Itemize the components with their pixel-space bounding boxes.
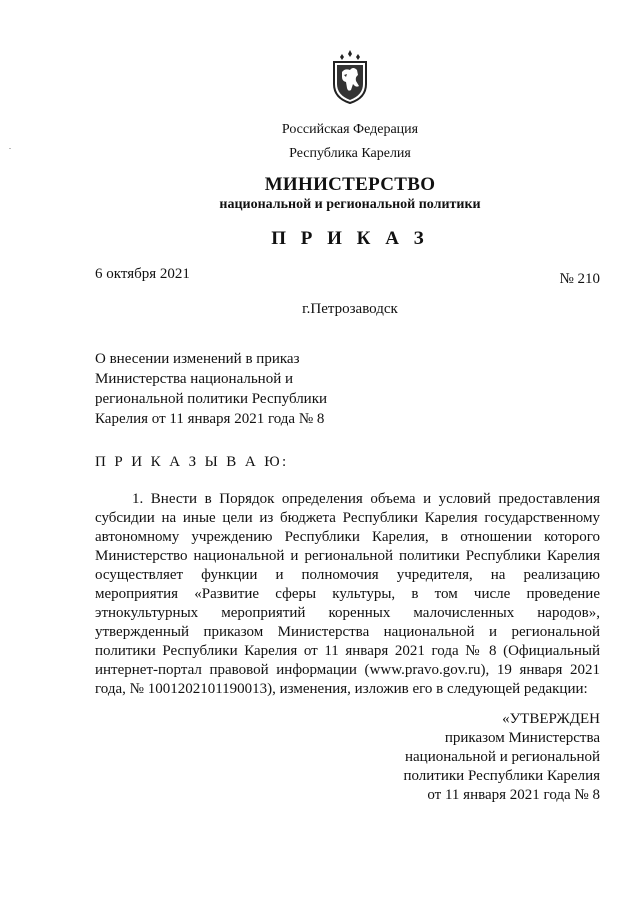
body-line: интернет-портал правовой информации (www.pravo.gov.ru), 19 января 2021 <box>95 662 600 678</box>
subject-line: Министерства национальной и <box>95 371 294 387</box>
body-line: политики Республики Карелия от 11 января 2021 года № 8 (Официальный <box>95 643 600 659</box>
document-city: г.Петрозаводск <box>302 301 398 317</box>
approval-stamp-text <box>403 710 600 805</box>
document-type-title: П Р И К А З <box>271 228 429 249</box>
document-date: 6 октября 2021 <box>95 266 190 282</box>
ministry-title: МИНИСТЕРСТВО <box>264 174 436 195</box>
body-line: осуществляет функции и полномочия учредителя, на реализацию <box>95 567 600 583</box>
body-line: субсидии на иные цели из бюджета Республики Карелия государственному <box>95 510 600 526</box>
approval-line: от 11 января 2021 года № 8 <box>427 787 600 803</box>
body-line: автономному учреждению Республики Карелия, в отношении которого <box>95 529 600 545</box>
body-line: утвержденный приказом Министерства национальной и региональной <box>95 624 600 640</box>
body-line: этнокультурных мероприятий коренных малочисленных народов», <box>95 605 600 621</box>
approval-line: национальной и региональной <box>405 749 600 765</box>
karelia-coat-of-arms-icon <box>329 48 371 104</box>
body-line: мероприятия «Развитие сферы культуры, в том числе проведение <box>95 586 600 602</box>
ministry-subtitle: национальной и региональной политики <box>219 197 481 212</box>
approval-line: приказом Министерства <box>444 730 600 746</box>
country-name: Российская Федерация <box>281 122 419 137</box>
document-number: № 210 <box>559 271 600 287</box>
subject-line: Карелия от 11 января 2021 года № 8 <box>95 411 325 427</box>
order-body-paragraph <box>95 490 600 699</box>
approval-line: «УТВЕРЖДЕН <box>502 711 600 727</box>
republic-name: Республика Карелия <box>289 146 411 161</box>
order-heading: П Р И К А З Ы В А Ю: <box>95 454 289 470</box>
subject-line: О внесении изменений в приказ <box>95 351 300 367</box>
body-line: года, № 1001202101190013), изменения, изложив его в следующей редакции: <box>95 681 588 697</box>
body-line: Министерство национальной и региональной политики Республики Карелия <box>95 548 600 564</box>
subject-line: региональной политики Республики <box>95 391 328 407</box>
approval-line: политики Республики Карелия <box>403 768 600 784</box>
body-line: 1. Внести в Порядок определения объема и условий предоставления <box>132 491 600 507</box>
document-subject <box>95 349 375 429</box>
